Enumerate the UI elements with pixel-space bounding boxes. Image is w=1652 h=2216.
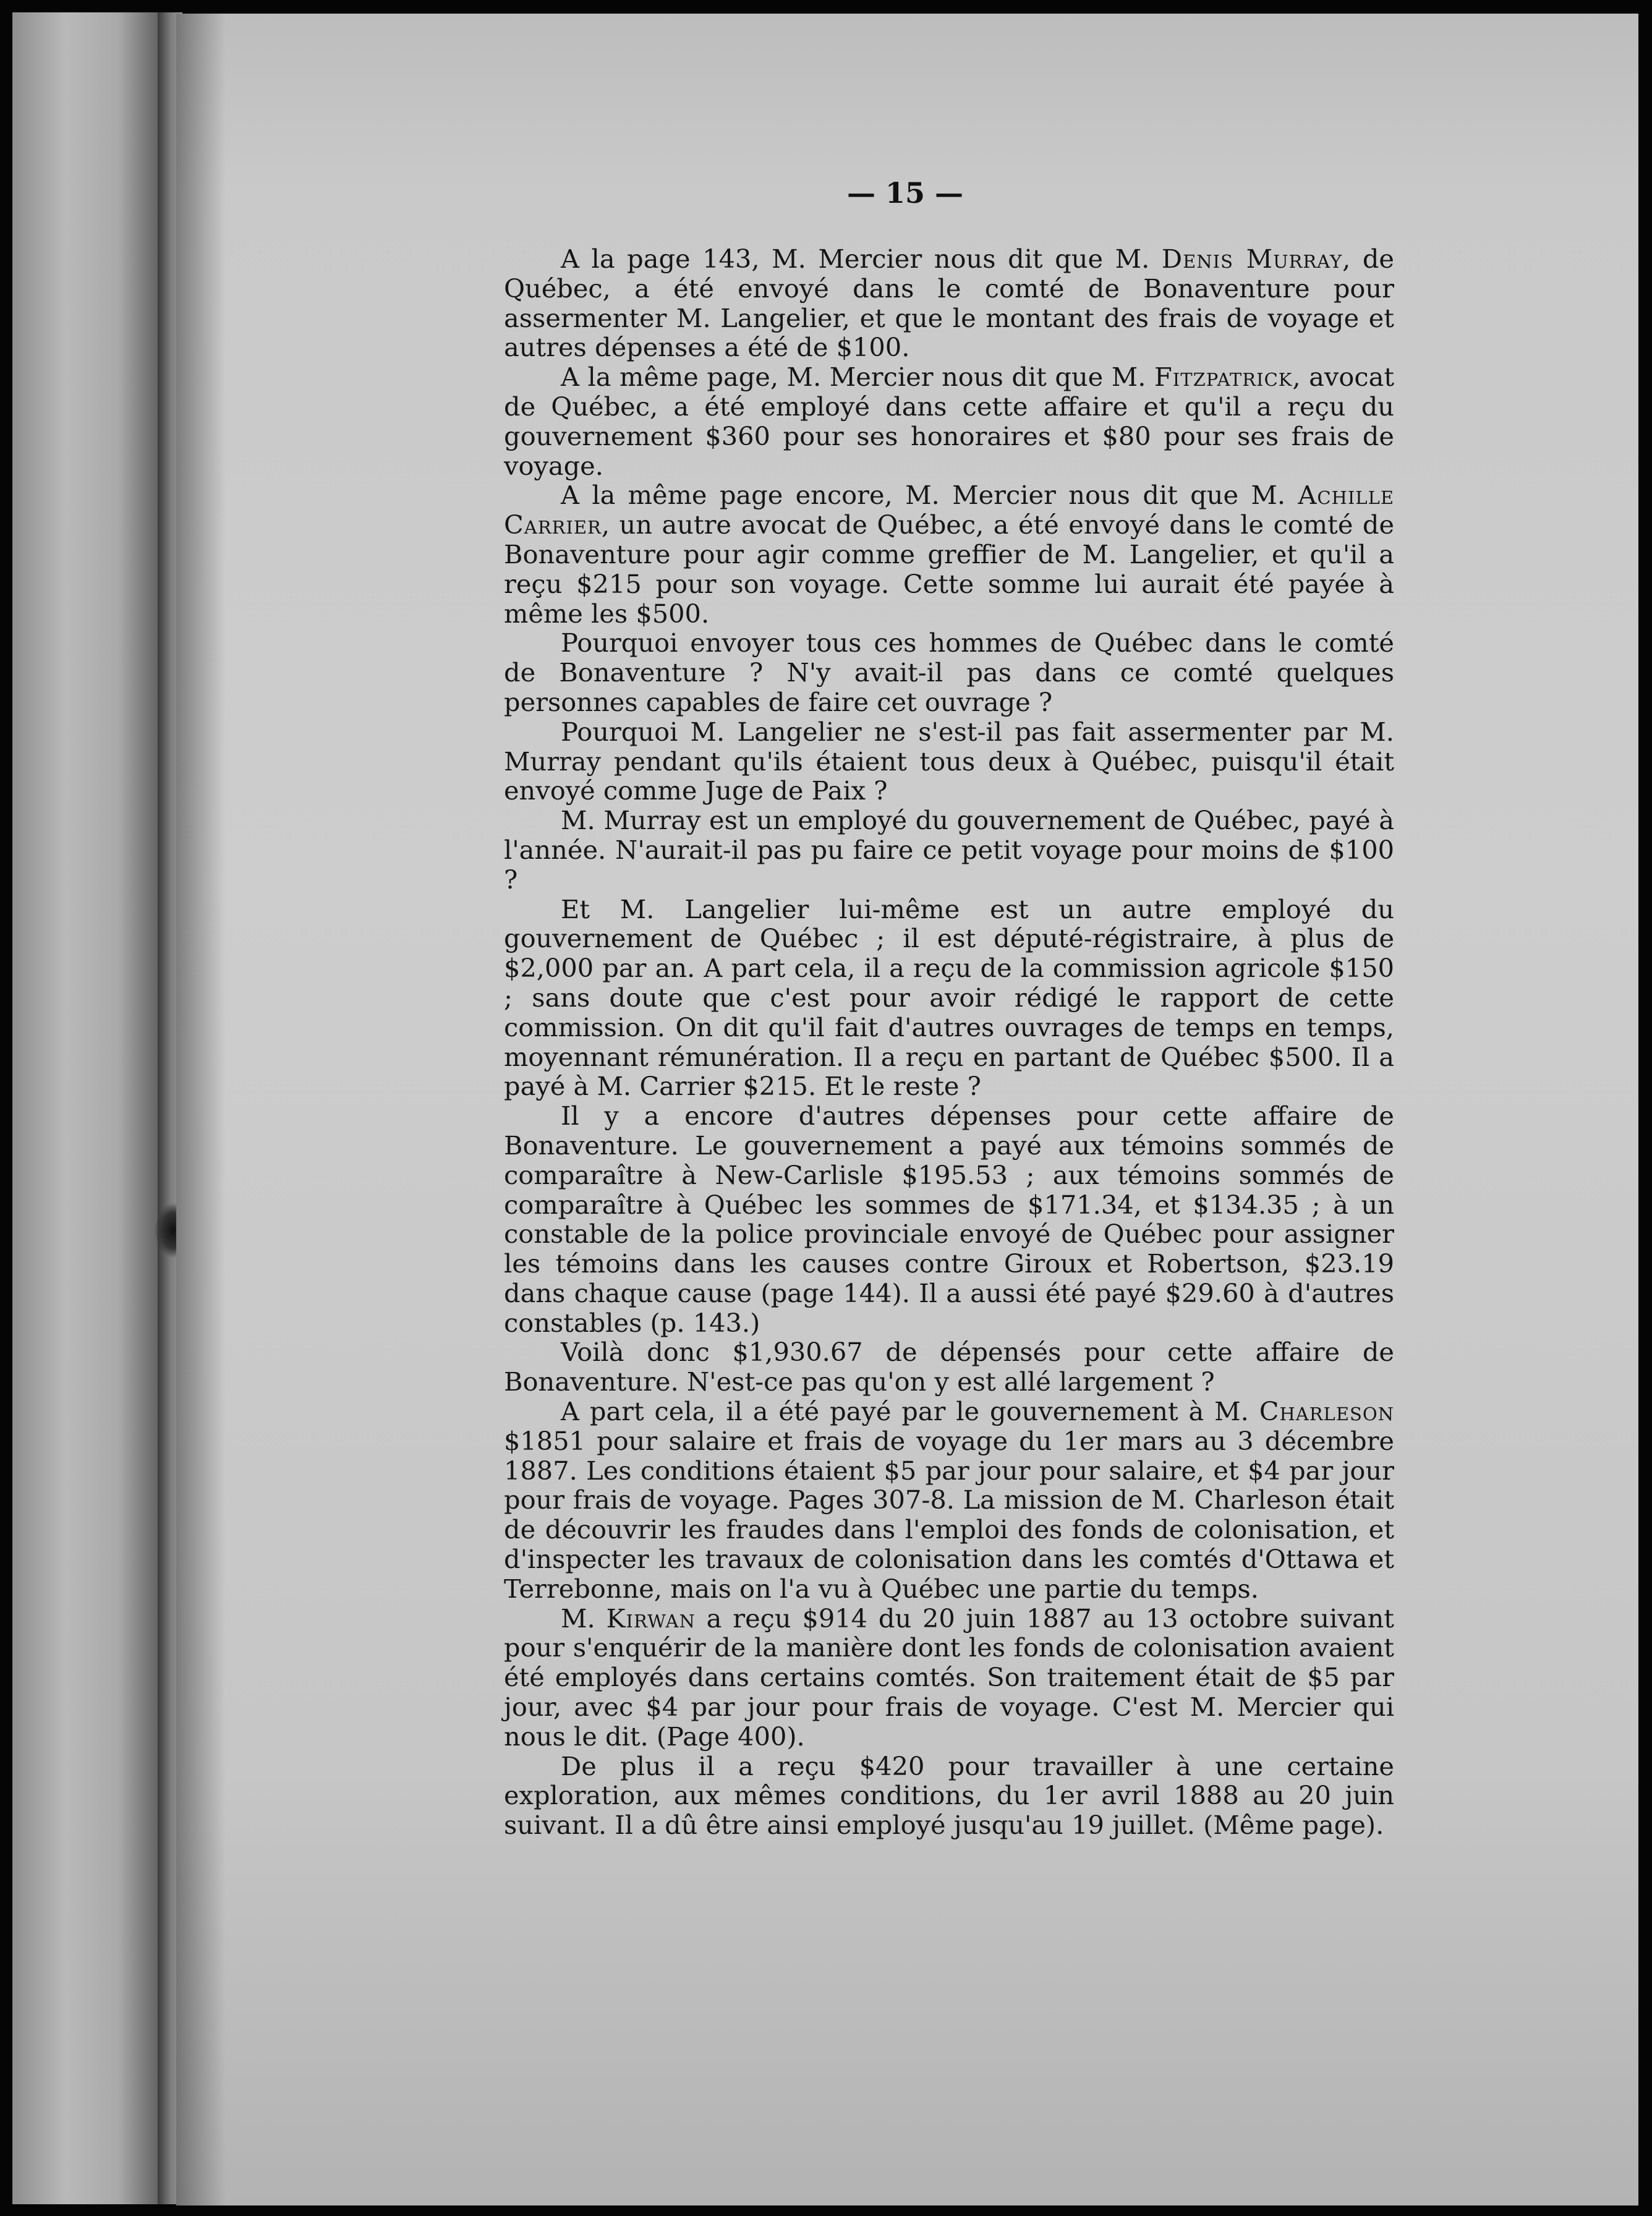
paragraph xyxy=(504,362,1394,480)
body-text xyxy=(504,244,1394,1840)
paragraph xyxy=(504,806,1394,894)
paragraph xyxy=(504,1337,1394,1397)
text-run: A part cela, il a été payé par le gouvernement à M. xyxy=(561,1396,1259,1427)
text-run: $1851 pour salaire et frais de voyage du 1er mars au 3 décembre 1887. Les conditions étaient $5 par jour pour salaire, et $4 par jour pour frais de voyage. Pages 307-8. La mission de M. Charleson était de découvrir les fraudes dans l'emploi des fonds de colonisation, et d'inspecter les travaux de colonisation dans les comtés d'Ottawa et Terrebonne, mais on l'a vu à Québec une partie du temps. xyxy=(504,1425,1394,1604)
text-run: A la même page encore, M. Mercier nous dit que M. xyxy=(561,480,1298,511)
paragraph xyxy=(504,1604,1394,1752)
paragraph xyxy=(504,1101,1394,1337)
person-name: Kirwan xyxy=(606,1603,696,1634)
facing-page-edge xyxy=(12,12,164,2204)
text-run: A la même page, M. Mercier nous dit que M. xyxy=(561,362,1154,393)
paragraph xyxy=(504,717,1394,806)
text-run: Pourquoi envoyer tous ces hommes de Québec dans le comté de Bonaventure ? N'y avait-il pas dans ce comté quelques personnes capables de faire cet ouvrage ? xyxy=(504,628,1394,717)
person-name: Achille Carrier xyxy=(504,480,1394,540)
paragraph xyxy=(504,244,1394,362)
paragraph xyxy=(504,1397,1394,1604)
text-run: , de Québec, a été envoyé dans le comté de Bonaventure pour assermenter M. Langelier, et que le montant des frais de voyage et autres dépenses a été de $100. xyxy=(504,244,1394,363)
text-run: Il y a encore d'autres dépenses pour cette affaire de Bonaventure. Le gouvernement a payé aux témoins sommés de comparaître à New-Carlisle $195.53 ; aux témoins sommés de comparaître à Québec les sommes de $171.34, et $134.35 ; à un constable de la police provinciale envoyé de Québec pour assigner les témoins dans les causes contre Giroux et Robertson, $23.19 dans chaque cause (page 144). Il a aussi été payé $29.60 à d'autres constables (p. 143.) xyxy=(504,1101,1394,1338)
paragraph xyxy=(504,628,1394,717)
text-run: A la page 143, M. Mercier nous dit que M. xyxy=(561,244,1162,274)
text-run: , avocat de Québec, a été employé dans cette affaire et qu'il a reçu du gouvernement $360 pour ses honoraires et $80 pour ses frais de voyage. xyxy=(504,362,1394,481)
text-run: M. Murray est un employé du gouvernement de Québec, payé à l'année. N'aurait-il pas pu faire ce petit voyage pour moins de $100 ? xyxy=(504,805,1394,895)
page-number: — 15 — xyxy=(847,176,964,210)
person-name: Charleson xyxy=(1259,1396,1394,1427)
text-run: Pourquoi M. Langelier ne s'est-il pas fait assermenter par M. Murray pendant qu'ils étaient tous deux à Québec, puisqu'il était envoyé comme Juge de Paix ? xyxy=(504,716,1394,806)
text-run: Voilà donc $1,930.67 de dépensés pour cette affaire de Bonaventure. N'est-ce pas qu'on y est allé largement ? xyxy=(504,1337,1394,1397)
text-run: , un autre avocat de Québec, a été envoyé dans le comté de Bonaventure pour agir comme greffier de M. Langelier, et qu'il a reçu $215 pour son voyage. Cette somme lui aurait été payée à même les $500. xyxy=(504,509,1394,629)
paragraph xyxy=(504,1752,1394,1840)
paragraph xyxy=(504,895,1394,1102)
person-name: Fitzpatrick xyxy=(1154,362,1293,393)
page-gutter-shadow xyxy=(176,14,226,2205)
person-name: Denis Murray xyxy=(1161,244,1343,274)
text-run: De plus il a reçu $420 pour travailler à une certaine exploration, aux mêmes conditions, du 1er avril 1888 au 20 juin suivant. Il a dû être ainsi employé jusqu'au 19 juillet. (Même page). xyxy=(504,1750,1394,1841)
text-run: M. xyxy=(561,1603,607,1634)
paragraph xyxy=(504,480,1394,628)
text-run: Et M. Langelier lui-même est un autre employé du gouvernement de Québec ; il est député-régistraire, à plus de $2,000 par an. A part cela, il a reçu de la commission agricole $150 ; sans doute que c'est pour avoir rédigé le rapport de cette commission. On dit qu'il fait d'autres ouvrages de temps en temps, moyennant rémunération. Il a reçu en partant de Québec $500. Il a payé à M. Carrier $215. Et le reste ? xyxy=(504,893,1394,1102)
text-run: a reçu $914 du 20 juin 1887 au 13 octobre suivant pour s'enquérir de la manière dont les fonds de colonisation avaient été employés dans certains comtés. Son traitement était de $5 par jour, avec $4 par jour pour frais de voyage. C'est M. Mercier qui nous le dit. (Page 400). xyxy=(504,1603,1394,1752)
